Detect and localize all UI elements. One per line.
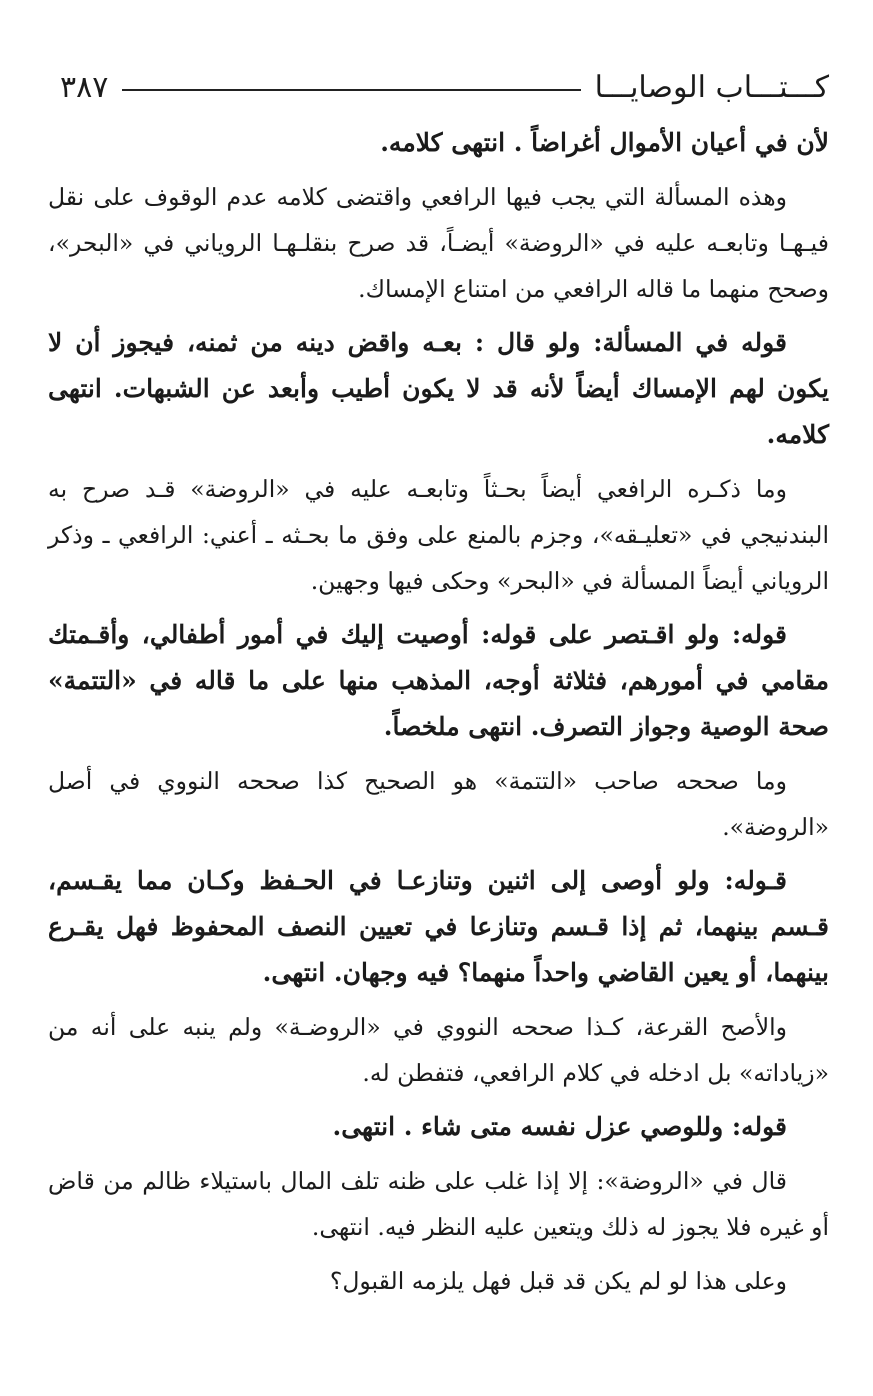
paragraph: قوله: وللوصي عزل نفسه متى شاء . انتهى. [332,1112,787,1141]
paragraph: قوله: ولو اقـتصر على قوله: أوصيت إليك في أمور أطفالي، وأقـمتك مقامي في أمورهم، فثلاثة أوجه، المذهب منها على ما قاله في «التتمة» صحة الوصية وجواز التصرف. انتهى ملخصاً. [48,620,829,741]
paragraph: قال في «الروضة»: إلا إذا غلب على ظنه تلف المال باستيلاء ظالم من قاض أو غيره فلا يجوز له ذلك ويتعين عليه النظر فيه. انتهى. [48,1167,829,1241]
paragraph: والأصح القرعة، كـذا صححه النووي في «الروضـة» ولم ينبه على أنه من «زياداته» بل ادخله في كلام الرافعي، فتفطن له. [48,1013,829,1087]
paragraph: قـوله: ولو أوصى إلى اثنين وتنازعـا في الحـفظ وكـان مما يقـسم، قـسم بينهما، ثم إذا قـسم وتنازعا في تعيين النصف المحفوظ فهل يقـرع بينهما، أو يعين القاضي واحداً منهما؟ فيه وجهان. انتهى. [48,866,829,987]
paragraph: قوله في المسألة: ولو قال : بعـه واقض دينه من ثمنه، فيجوز أن لا يكون لهم الإمساك أيضاً لأنه قد لا يكون أطيب وأبعد عن الشبهات. انتهى كلامه. [48,328,829,449]
page-header [48,62,829,114]
paragraph: وما ذكـره الرافعي أيضاً بحـثاً وتابعـه عليه في «الروضة» قـد صرح به البندنيجي في «تعليـقه»، وجزم بالمنع على وفق ما بحـثه ـ أعني: الرافعي ـ وذكر الروياني أيضاً المسألة في «البحر» وحكى فيها وجهين. [48,475,829,595]
paragraph: وما صححه صاحب «التتمة» هو الصحيح كذا صححه النووي في أصل «الروضة». [48,767,829,841]
header-rule [122,89,580,91]
page-body [48,120,829,1304]
running-title: كـــتـــاب الوصايـــا [594,70,829,105]
paragraph: وهذه المسألة التي يجب فيها الرافعي واقتضى كلامه عدم الوقوف على نقل فيـهـا وتابعـه عليه في «الروضة» أيضـاً، قد صرح بنقلـهـا الروياني في «البحر»، وصحح منهما ما قاله الرافعي من امتناع الإمساك. [48,183,829,303]
paragraph: لأن في أعيان الأموال أغراضاً . انتهى كلامه. [380,128,829,157]
page-number: ٣٨٧ [60,70,109,105]
paragraph: وعلى هذا لو لم يكن قد قبل فهل يلزمه القبول؟ [329,1267,787,1295]
